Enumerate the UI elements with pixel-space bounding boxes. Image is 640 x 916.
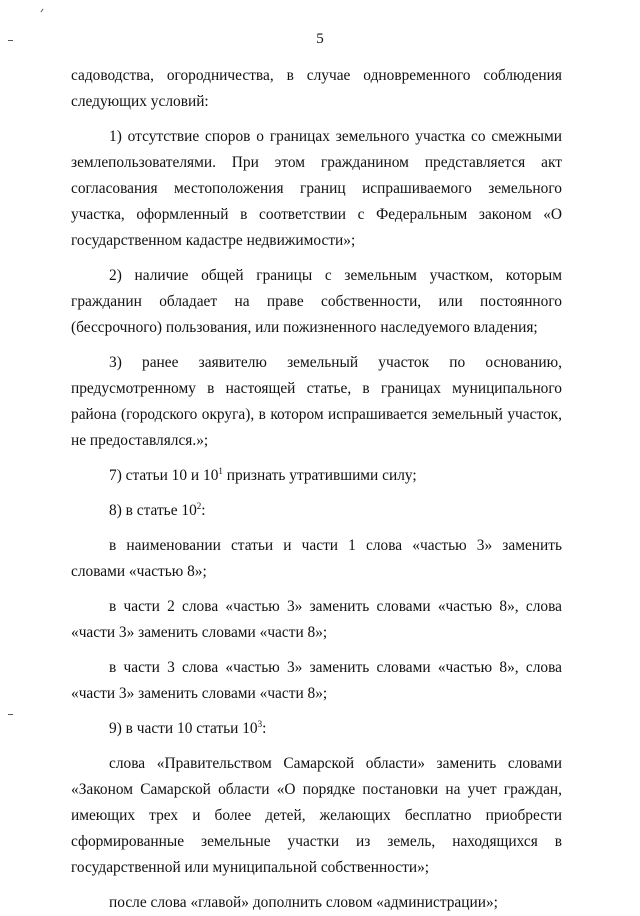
paragraph-item-7	[71, 463, 562, 489]
item-7-superscript: 1	[218, 465, 223, 476]
page-number: 5	[316, 31, 324, 47]
scan-mark	[8, 714, 13, 715]
item-7-text-end: признать утратившими силу;	[222, 467, 417, 484]
paragraph-condition-2: 2) наличие общей границы с земельным участком, которым гражданин обладает на праве собственности, или постоянного (бессрочного) пользования, или пожизненного наследуемого владения;	[71, 267, 562, 336]
item-8-superscript: 2	[196, 500, 202, 511]
item-9-text: 9) в части 10 статьи 10	[109, 720, 258, 737]
item-7-text: 7) статьи 10 и 10	[109, 467, 219, 484]
scan-mark	[40, 9, 43, 13]
paragraph-replace-words: слова «Правительством Самарской области» заменить словами «Законом Самарской области «О порядке постановки на учет граждан, имеющих трех и более детей, желающих бесплатно приобрести сформированные земельные участки из земель, находящихся в государственной или муниципальной собственности»;	[71, 755, 562, 876]
paragraph-part-3: в части 3 слова «частью 3» заменить словами «частью 8», слова «части 3» заменить словами «части 8»;	[71, 659, 562, 702]
paragraph-part-2: в части 2 слова «частью 3» заменить словами «частью 8», слова «части 3» заменить словами «части 8»;	[71, 598, 562, 641]
item-9-superscript: 3	[257, 718, 263, 729]
document-body	[71, 63, 562, 916]
paragraph-condition-1: 1) отсутствие споров о границах земельного участка со смежными землепользователями. При этом гражданином представляется акт согласования местоположения границ испрашиваемого земельного участка, оформленный в соответствии с Федеральным законом «О государственном кадастре недвижимости»;	[71, 128, 562, 249]
paragraph-continuation: садоводства, огородничества, в случае одновременного соблюдения следующих условий:	[71, 67, 562, 110]
paragraph-article-name: в наименовании статьи и части 1 слова «частью 3» заменить словами «частью 8»;	[71, 537, 562, 580]
paragraph-condition-3: 3) ранее заявителю земельный участок по основанию, предусмотренному в настоящей статье, в границах муниципального района (городского округа), в котором испрашивается земельный участок, не предоставлялся.»;	[71, 354, 562, 449]
paragraph-item-8	[71, 498, 562, 524]
item-9-text-end: :	[262, 720, 267, 737]
paragraph-item-9	[71, 716, 562, 742]
item-8-text-end: :	[201, 502, 206, 519]
paragraph-add-word: после слова «главой» дополнить словом «администрации»;	[109, 894, 498, 911]
item-8-text: 8) в статье 10	[109, 502, 197, 519]
